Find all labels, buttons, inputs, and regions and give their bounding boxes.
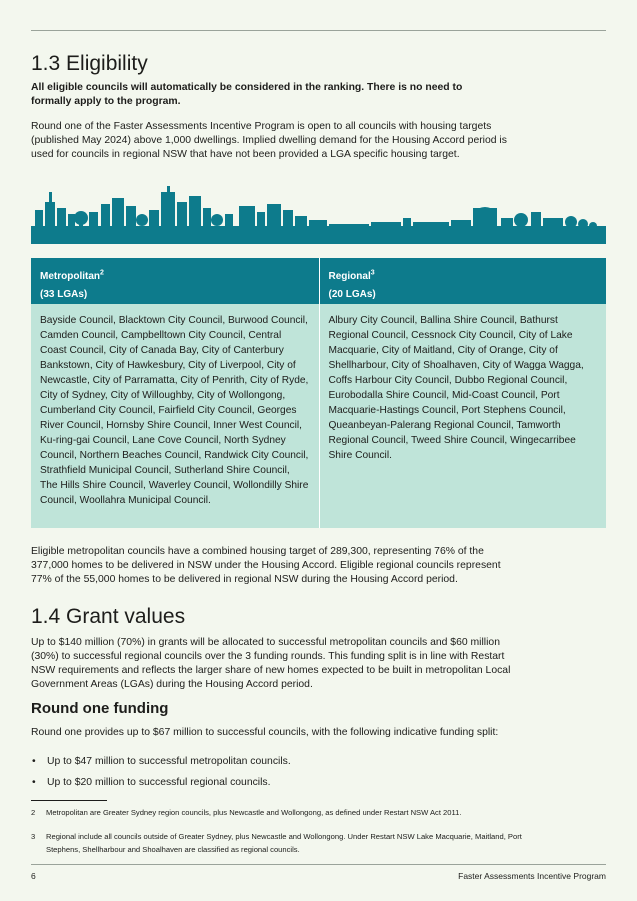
footnote-3 bbox=[31, 830, 531, 856]
metropolitan-header bbox=[31, 258, 319, 304]
city-skyline-illustration bbox=[31, 182, 606, 244]
section-heading-eligibility: 1.3 Eligibility bbox=[31, 52, 148, 75]
metropolitan-count: (33 LGAs) bbox=[40, 289, 88, 300]
metropolitan-councils-list: Bayside Council, Blacktown City Council, Burwood Council, Camden Council, Campbelltown City Council, Central Coast Council, City of Canada Bay, City of Canterbury Bankstown, City of Hawkesbury, City of Liverpool, City of Newcastle, City of Parramatta, City of Penrith, City of Ryde, City of Sydney, City of Willoughby, City of Wollongong, Cumberland City Council, Fairfield City Council, Georges River Council, Hornsby Shire Council, Inner West Council, Ku-ring-gai Council, Lane Cove Council, North Sydney Council, Northern Beaches Council, Randwick City Council, Strathfield Municipal Council, Sutherland Shire Council, The Hills Shire Council, Waverley Council, Wollondilly Shire Council, Woollahra Municipal Council. bbox=[40, 315, 309, 506]
footnote-number: 2 bbox=[31, 808, 36, 817]
eligibility-paragraph: Round one of the Faster Assessments Incentive Program is open to all councils with housing targets (published May 2024) above 1,000 dwellings. Implied dwelling demand for the Housing Accord period is used for councils in regional NSW that have not been provided a LGA specific housing target. bbox=[31, 121, 507, 160]
footnote-number: 3 bbox=[31, 832, 36, 841]
page-number: 6 bbox=[31, 871, 36, 881]
footnote-text: Regional include all councils outside of Greater Sydney, plus Newcastle and Wollongong. Under Restart NSW Lake Macquarie, Maitland, Port Stephens, Shellharbour and Shoalhaven are classified as regional councils. bbox=[46, 832, 522, 854]
table-body-row bbox=[31, 304, 606, 528]
list-item: • Up to $20 million to successful regional councils. bbox=[31, 776, 511, 790]
regional-title: Regional bbox=[328, 271, 371, 282]
table-header-row bbox=[31, 258, 606, 304]
eligibility-bold-intro: All eligible councils will automatically be considered in the ranking. There is no need to formally apply to the program. bbox=[31, 82, 463, 107]
regional-header bbox=[319, 258, 607, 304]
section-heading-grant-values: 1.4 Grant values bbox=[31, 605, 186, 628]
document-title: Faster Assessments Incentive Program bbox=[458, 871, 606, 881]
eligible-councils-table bbox=[31, 258, 606, 528]
round-one-paragraph: Round one provides up to $67 million to successful councils, with the following indicative funding split: bbox=[31, 727, 499, 738]
subheading-round-one-funding: Round one funding bbox=[31, 700, 169, 717]
list-item: • Up to $47 million to successful metropolitan councils. bbox=[31, 755, 511, 769]
eligibility-summary-paragraph: Eligible metropolitan councils have a combined housing target of 289,300, representing 76% of the 377,000 homes to be delivered in NSW under the Housing Accord. Eligible regional councils represent 77% of the 55,000 homes to be delivered in regional NSW during the Housing Accord period. bbox=[31, 546, 501, 585]
footnote-text: Metropolitan are Greater Sydney region councils, plus Newcastle and Wollongong, as defined under Restart NSW Act 2011. bbox=[46, 808, 462, 817]
top-divider bbox=[31, 30, 606, 31]
footnote-ref-2[interactable]: 2 bbox=[100, 269, 104, 277]
footnote-ref-3[interactable]: 3 bbox=[370, 269, 375, 277]
metropolitan-title: Metropolitan bbox=[40, 271, 100, 282]
regional-count: (20 LGAs) bbox=[328, 289, 376, 300]
grant-values-paragraph: Up to $140 million (70%) in grants will be allocated to successful metropolitan councils and $60 million (30%) to successful regional councils over the 3 funding rounds. This funding split is in line with Restart NSW requirements and reflects the larger share of new homes expected to be built in metropolitan Local Government Areas (LGAs) during the Housing Accord period. bbox=[31, 637, 511, 690]
regional-councils-list: Albury City Council, Ballina Shire Council, Bathurst Regional Council, Cessnock City Council, City of Lake Macquarie, City of Maitland, City of Orange, City of Shellharbour, City of Shoalhaven, City of Wagga Wagga, Coffs Harbour City Council, Dubbo Regional Council, Eurobodalla Shire Council, Mid-Coast Council, Port Macquarie-Hastings Council, Port Stephens Council, Queanbeyan-Palerang Regional Council, Tamworth Regional Council, Tweed Shire Council, Wingecarribee Shire Council. bbox=[319, 304, 607, 528]
footnote-divider bbox=[31, 800, 107, 801]
funding-split-list bbox=[31, 755, 511, 797]
bottom-divider bbox=[31, 864, 606, 865]
footnote-2 bbox=[31, 806, 531, 819]
